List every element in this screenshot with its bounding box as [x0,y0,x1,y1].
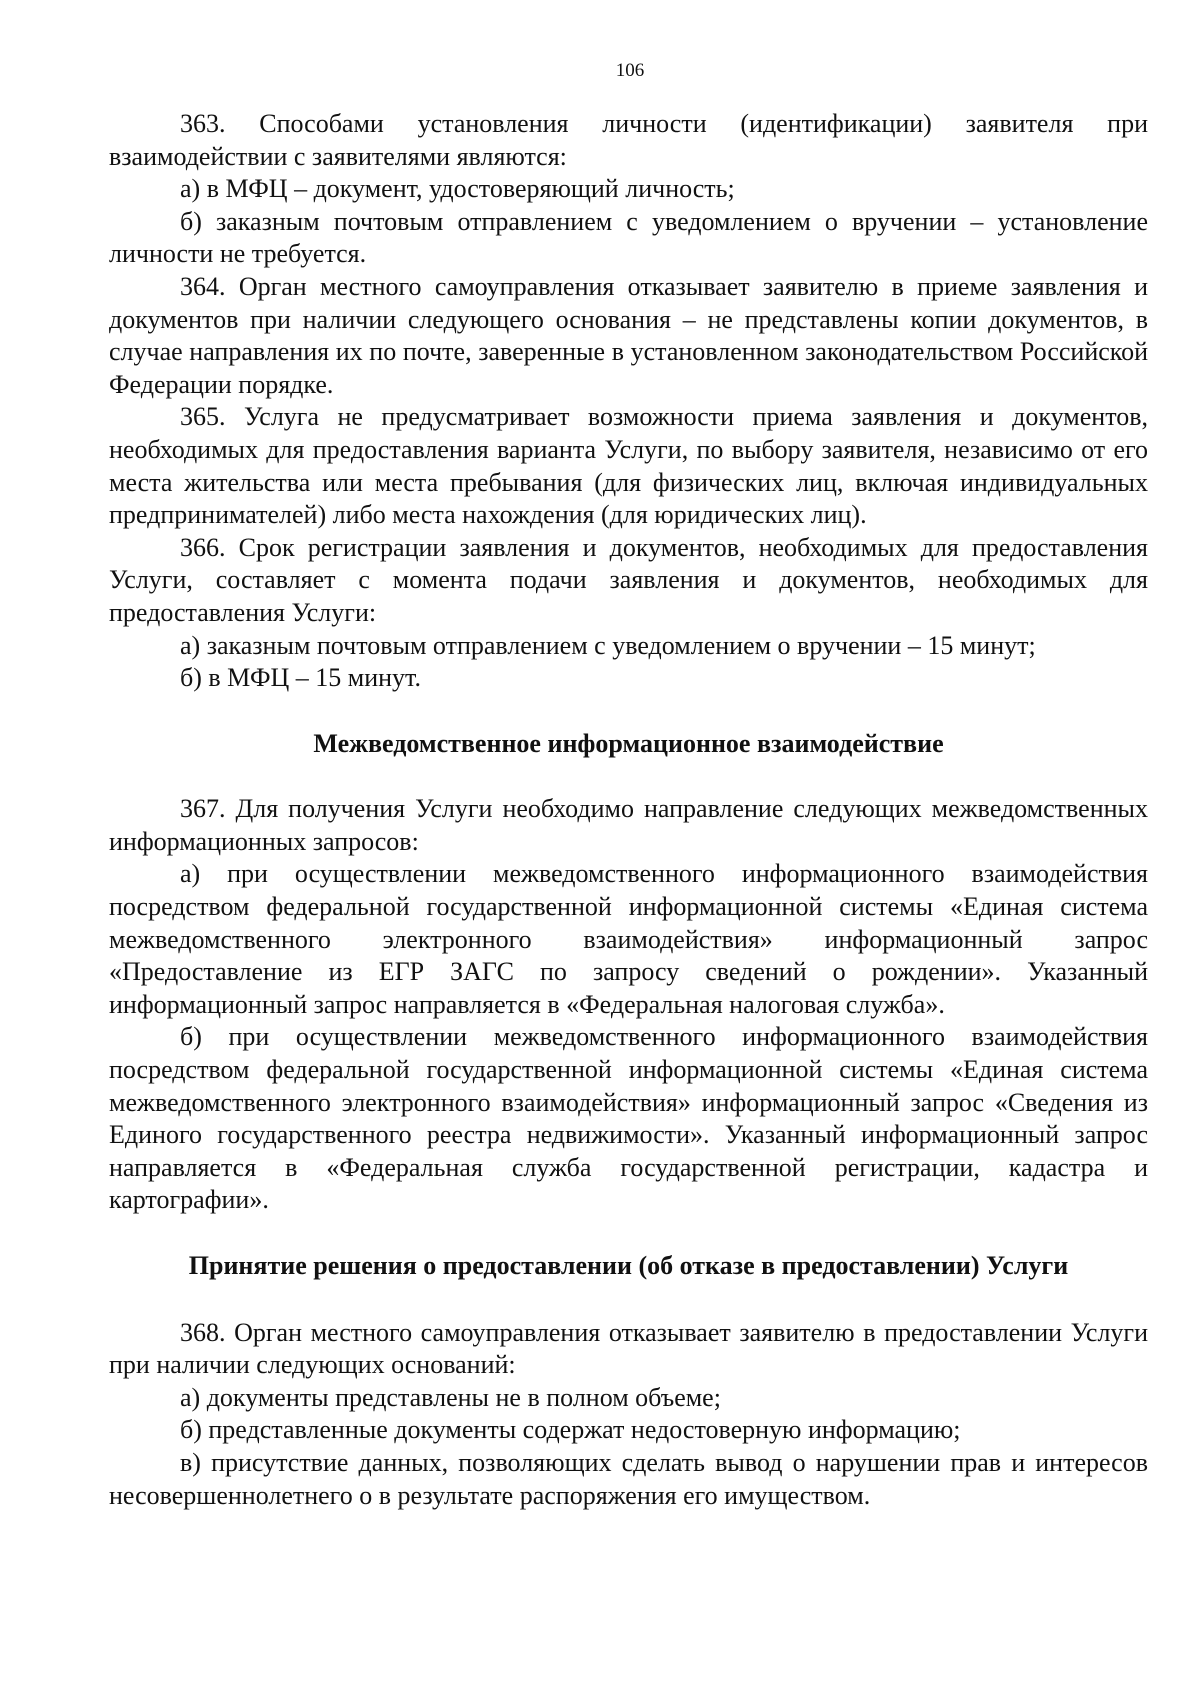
paragraph-363-a: а) в МФЦ – документ, удостоверяющий личность; [180,174,735,204]
paragraph-367-b: б) при осуществлении межведомственного информационного взаимодействия посредством федеральной государственной информационной системы «Единая система межведомственного электронного взаимодействия» информационный запрос «Сведения из Единого государственного реестра недвижимости». Указанный информационный запрос направляется в «Федеральная служба государственной регистрации, кадастра и картографии». [109,1022,1148,1215]
document-body [109,108,1148,1512]
paragraph-368-b: б) представленные документы содержат недостоверную информацию; [180,1415,961,1445]
paragraph-368: 368. Орган местного самоуправления отказывает заявителю в предоставлении Услуги при наличии следующих оснований: [109,1317,1148,1380]
page-number: 106 [615,60,645,81]
paragraph-367: 367. Для получения Услуги необходимо направление следующих межведомственных информационных запросов: [109,794,1148,856]
paragraph-363-b: б) заказным почтовым отправлением с уведомлением о вручении – установление личности не требуется. [109,206,1148,269]
paragraph-367-a: а) при осуществлении межведомственного информационного взаимодействия посредством федеральной государственной информационной системы «Единая система межведомственного электронного взаимодействия» информационный запрос «Предоставление из ЕГР ЗАГС по запросу сведений о рождении». Указанный информационный запрос направляется в «Федеральная налоговая служба». [109,859,1148,1019]
paragraph-363: 363. Способами установления личности (идентификации) заявителя при взаимодействии с заявителями являются: [109,109,1148,171]
paragraph-366-b: б) в МФЦ – 15 минут. [180,663,421,693]
paragraph-366-a: а) заказным почтовым отправлением с уведомлением о вручении – 15 минут; [180,630,1036,660]
paragraph-368-a: а) документы представлены не в полном объеме; [180,1382,721,1412]
paragraph-366: 366. Срок регистрации заявления и документов, необходимых для предоставления Услуги, составляет с момента подачи заявления и документов, необходимых для предоставления Услуги: [109,532,1148,627]
paragraph-368-c: в) присутствие данных, позволяющих сделать вывод о нарушении прав и интересов несовершеннолетнего о в результате распоряжения его имуществом. [109,1447,1148,1510]
paragraph-364: 364. Орган местного самоуправления отказывает заявителю в приеме заявления и документов при наличии следующего основания – не представлены копии документов, в случае направления их по почте, заверенные в установленном законодательством Российской Федерации порядке. [109,271,1148,399]
section-heading-decision: Принятие решения о предоставлении (об отказе в предоставлении) Услуги [188,1251,1069,1280]
paragraph-365: 365. Услуга не предусматривает возможности приема заявления и документов, необходимых для предоставления варианта Услуги, по выбору заявителя, независимо от его места жительства или места пребывания (для физических лиц, включая индивидуальных предпринимателей) либо места нахождения (для юридических лиц). [109,402,1148,530]
section-heading-interagency: Межведомственное информационное взаимодействие [313,728,944,758]
